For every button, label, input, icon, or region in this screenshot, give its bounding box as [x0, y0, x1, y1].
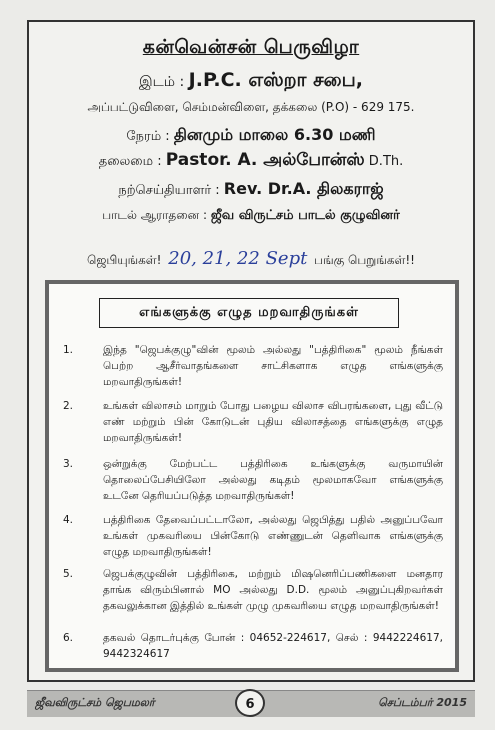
- invite-line: [29, 248, 473, 269]
- address-line: அப்பட்டுவிளை, செம்மன்விளை, தக்கலை (P.O) - 629 175.: [87, 100, 415, 114]
- item-number: 3.: [63, 458, 74, 470]
- item-text: உங்கள் விலாசம் மாறும் போது பழைய விலாச விபரங்களை, புது வீட்டு எண் மற்றும் பின் கோடுடன் புதிய விலாசத்தை எங்களுக்கு எழுத மறவாதிருங்கள்!: [103, 400, 443, 444]
- item-text: பத்திரிகை தேவைப்பட்டாலோ, அல்லது ஜெபித்து பதில் அனுப்பவோ உங்கள் முகவரியை பின்கோடு எண்ணுடன் தெளிவாக எங்களுக்கு எழுத மறவாதிருங்கள்!: [103, 514, 443, 558]
- chair-label: தலைமை :: [98, 154, 162, 169]
- place-line: [29, 69, 473, 94]
- invite-suffix: பங்கு பெறுங்கள்!!: [314, 253, 415, 267]
- item-text: தகவல் தொடர்புக்கு போன் : 04652-224617, செல் : 9442224617, 9442324617: [103, 632, 443, 660]
- invite-prefix: ஜெபியுங்கள்!: [87, 253, 162, 267]
- chair-suffix: D.Th.: [368, 154, 404, 169]
- time-line: [29, 125, 473, 146]
- issue-date: செப்டம்பர் 2015: [378, 696, 467, 709]
- worship-line: [29, 208, 473, 224]
- place-label: இடம் :: [139, 74, 185, 90]
- notice-box: [45, 280, 459, 672]
- item-number: 6.: [63, 632, 74, 644]
- magazine-name: ஜீவவிருட்சம் ஜெபமலர்: [35, 696, 155, 709]
- item-number: 4.: [63, 514, 74, 526]
- speaker-line: [29, 179, 473, 200]
- chair-line: [29, 150, 473, 172]
- item-number: 2.: [63, 400, 74, 412]
- speaker-value: Rev. Dr.A. திலகராஜ்: [223, 179, 384, 198]
- page-footer: [27, 690, 475, 717]
- handwritten-dates: 20, 21, 22 Sept: [168, 248, 308, 269]
- time-label: நேரம் :: [126, 129, 170, 144]
- worship-value: ஜீவ விருட்சம் பாடல் குழுவினர்: [210, 208, 400, 223]
- notice-title: எங்களுக்கு எழுத மறவாதிருங்கள்: [99, 298, 399, 328]
- place-value: J.P.C. எஸ்றா சபை,: [188, 69, 363, 91]
- item-text: ஜெபக்குழுவின் பத்திரிகை, மற்றும் மிஷனெரிப்பணிகளை மனதார தாங்க விரும்பினால் MO அல்லது D.D. மூலம் அனுப்புகிறவர்கள் தகவலுக்கான இத்தில் உங்கள் முழு முகவரியை எழுத மறவாதிருங்கள்!: [103, 568, 443, 612]
- item-number: 1.: [63, 344, 74, 356]
- item-text: ஒன்றுக்கு மேற்பட்ட பத்திரிகை உங்களுக்கு வருமாயின் தொலைப்பேசியிலோ அல்லது கடிதம் மூலமாகவோ எங்களுக்கு உடனே தெரியப்படுத்த மறவாதிருங்கள்!: [103, 458, 443, 502]
- item-text: இந்த "ஜெபக்குழு"வின் மூலம் அல்லது "பத்திரிகை" மூலம் நீங்கள் பெற்ற ஆசீர்வாதங்களை சாட்சிகளாக எழுத எங்களுக்கு மறவாதிருங்கள்!: [103, 344, 443, 388]
- worship-label: பாடல் ஆராதனை :: [102, 208, 208, 222]
- speaker-label: நற்செய்தியாளர் :: [118, 183, 220, 198]
- chair-value: Pastor. A. அல்போன்ஸ்: [165, 150, 365, 170]
- convention-title: கன்வென்சன் பெருவிழா: [142, 36, 360, 58]
- time-value: தினமும் மாலை 6.30 மணி: [173, 125, 376, 144]
- page-number: 6: [235, 689, 265, 717]
- item-number: 5.: [63, 568, 74, 580]
- announcement-box: [27, 20, 475, 682]
